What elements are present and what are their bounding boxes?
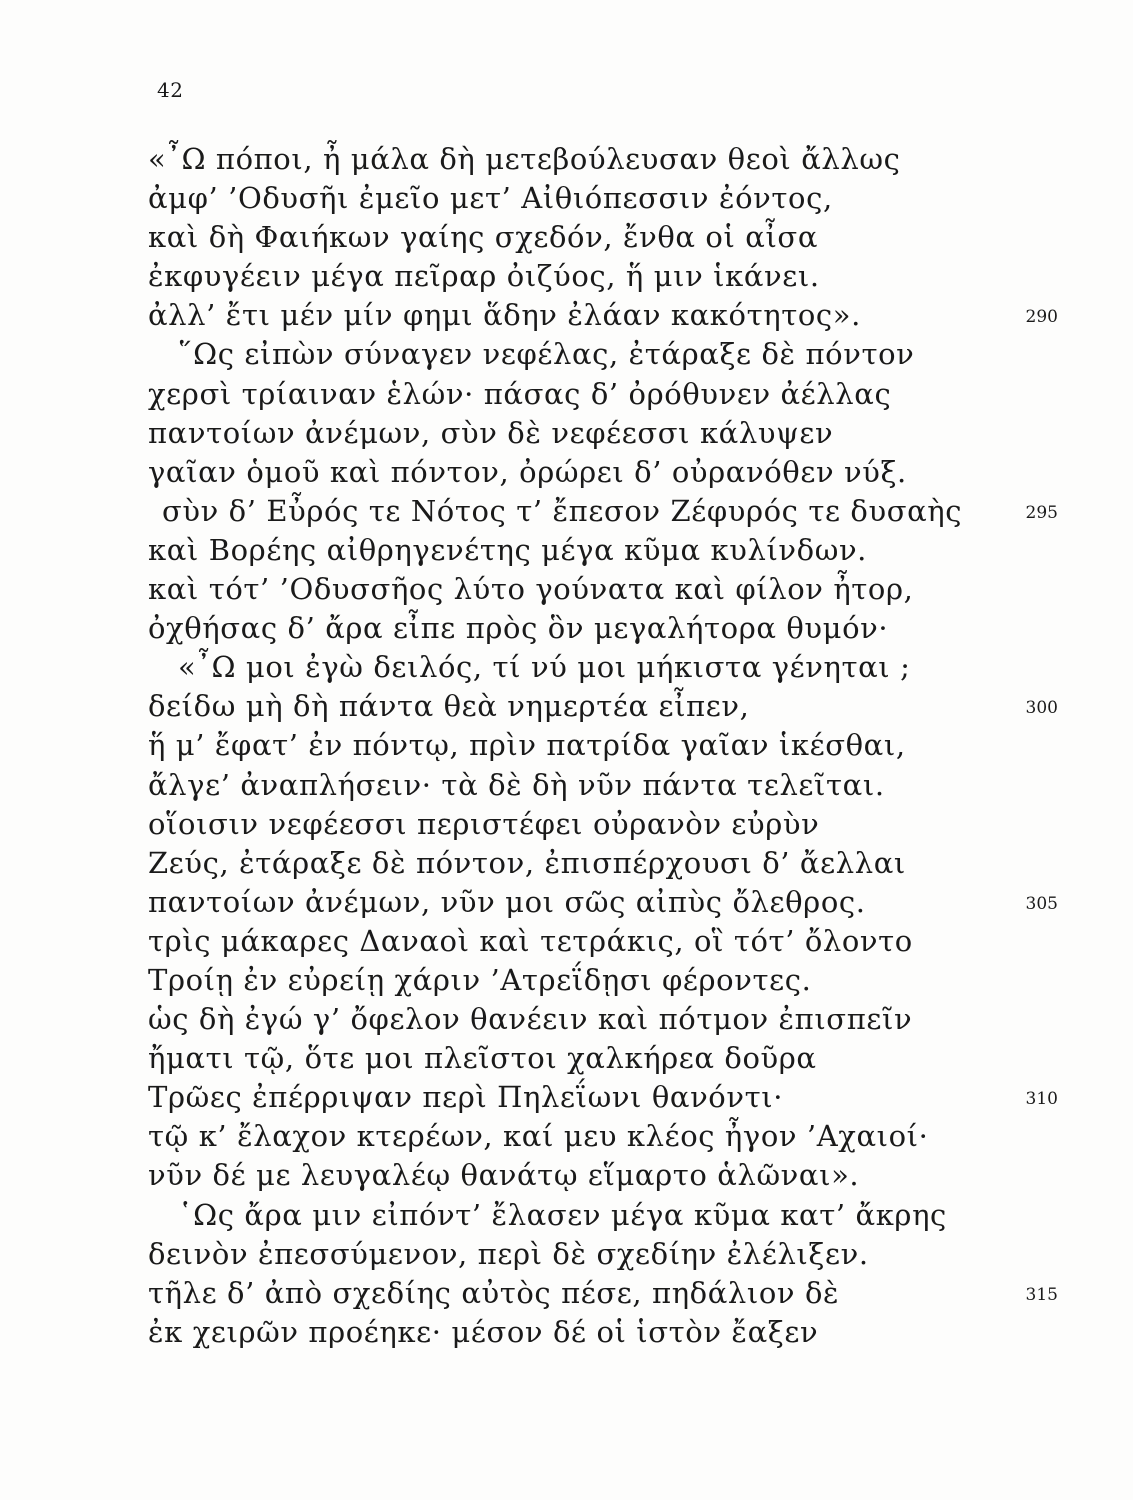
verse-line [148,570,1058,609]
line-number: 295 [1025,502,1058,523]
verse-line [148,1235,1058,1274]
line-number: 310 [1025,1089,1058,1110]
verse-line [148,1313,1058,1352]
verse-line [148,1156,1058,1195]
verse-line [148,1039,1058,1078]
verse-text: ῾Ως ἄρα μιν εἰπόντ’ ἔλασεν μέγα κῦμα κατ’ ἄκρης [178,1197,947,1232]
line-number: 290 [1025,307,1058,328]
verse-text: τῆλε δ’ ἀπὸ σχεδίης αὐτὸς πέσε, πηδάλιον δὲ [148,1275,840,1310]
verse-lines [148,140,1058,1352]
page-number: 42 [157,78,184,102]
verse-text: Ζεύς, ἐτάραξε δὲ πόντον, ἐπισπέρχουσι δ’ ἄελλαι [148,845,906,880]
verse-text: καὶ δὴ Φαιήκων γαίης σχεδόν, ἔνθα οἱ αἶσα [148,220,819,255]
verse-line [148,531,1058,570]
verse-line [148,414,1058,453]
verse-line [148,805,1058,844]
line-number: 305 [1025,893,1058,914]
line-number: 300 [1025,698,1058,719]
verse-text: καὶ τότ’ ’Οδυσσῆος λύτο γούνατα καὶ φίλον ἦτορ, [148,572,914,607]
verse-text: καὶ Βορέης αἰθρηγενέτης μέγα κῦμα κυλίνδων. [148,532,867,567]
verse-text: χερσὶ τρίαιναν ἑλών· πάσας δ’ ὀρόθυνεν ἀέλλας [148,376,892,411]
verse-text: «῏Ω πόποι, ἦ μάλα δὴ μετεβούλευσαν θεοὶ ἄλλως [148,142,901,176]
verse-line [148,1196,1058,1235]
verse-line [148,648,1058,687]
verse-text: ἐκ χειρῶν προέηκε· μέσον δέ οἱ ἱστὸν ἔαξεν [148,1314,819,1349]
verse-line [148,961,1058,1000]
verse-text: νῦν δέ με λευγαλέῳ θανάτῳ εἵμαρτο ἁλῶναι». [148,1158,860,1193]
verse-text: ἀμφ’ ’Οδυσῆι ἐμεῖο μετ’ Αἰθιόπεσσιν ἐόντος, [148,181,833,216]
verse-line [148,375,1058,414]
verse-text: γαῖαν ὁμοῦ καὶ πόντον, ὀρώρει δ’ οὐρανόθεν νύξ. [148,454,907,489]
verse-text: τῷ κ’ ἔλαχον κτερέων, καί μευ κλέος ἦγον ’Αχαιοί· [148,1119,929,1154]
verse-line [148,726,1058,765]
verse-line [148,257,1058,296]
verse-line [148,687,1058,726]
verse-text: ἄλγε’ ἀναπλήσειν· τὰ δὲ δὴ νῦν πάντα τελεῖται. [148,767,885,802]
verse-text: Τρῶες ἐπέρριψαν περὶ Πηλεΐωνι θανόντι· [148,1080,784,1115]
verse-line [148,1000,1058,1039]
verse-text: ὀχθήσας δ’ ἄρα εἶπε πρὸς ὃν μεγαλήτορα θυμόν· [148,611,889,646]
verse-text: δείδω μὴ δὴ πάντα θεὰ νημερτέα εἶπεν, [148,689,750,724]
verse-line [148,766,1058,805]
verse-line [148,179,1058,218]
verse-line [148,1117,1058,1156]
verse-line [148,883,1058,922]
line-number: 315 [1025,1284,1058,1305]
verse-line [148,218,1058,257]
verse-line [148,1078,1058,1117]
verse-text: οἵοισιν νεφέεσσι περιστέφει οὐρανὸν εὐρὺν [148,806,820,841]
verse-text: δεινὸν ἐπεσσύμενον, περὶ δὲ σχεδίην ἐλέλιξεν. [148,1236,869,1271]
verse-text: σὺν δ’ Εὖρός τε Νότος τ’ ἔπεσον Ζέφυρός τε δυσαὴς [162,493,963,528]
verse-text: Τροίῃ ἐν εὐρείῃ χάριν ’Ατρεΐδῃσι φέροντες. [148,962,812,997]
verse-line [148,296,1058,335]
verse-text: παντοίων ἀνέμων, σὺν δὲ νεφέεσσι κάλυψεν [148,415,834,450]
verse-line [148,335,1058,374]
verse-line [148,453,1058,492]
verse-line [148,140,1058,179]
verse-line [148,922,1058,961]
verse-text: ὡς δὴ ἐγώ γ’ ὄφελον θανέειν καὶ πότμον ἐπισπεῖν [148,1002,913,1037]
verse-text: παντοίων ἀνέμων, νῦν μοι σῶς αἰπὺς ὄλεθρος. [148,884,866,919]
verse-line [148,492,1058,531]
verse-line [148,1274,1058,1313]
verse-text: «῏Ω μοι ἐγὼ δειλός, τί νύ μοι μήκιστα γένηται ; [178,650,911,685]
verse-line [148,844,1058,883]
verse-text: ἀλλ’ ἔτι μέν μίν φημι ἅδην ἐλάαν κακότητος». [148,298,861,333]
verse-text: ἤματι τῷ, ὅτε μοι πλεῖστοι χαλκήρεα δοῦρα [148,1041,817,1076]
verse-text: ἐκφυγέειν μέγα πεῖραρ ὀιζύος, ἥ μιν ἱκάνει. [148,259,820,294]
verse-text: τρὶς μάκαρες Δαναοὶ καὶ τετράκις, οἳ τότ’ ὄλοντο [148,923,913,958]
verse-line [148,609,1058,648]
verse-text: ῞Ως εἰπὼν σύναγεν νεφέλας, ἐτάραξε δὲ πόντον [178,337,915,372]
verse-text: ἥ μ’ ἔφατ’ ἐν πόντῳ, πρὶν πατρίδα γαῖαν ἱκέσθαι, [148,728,906,763]
